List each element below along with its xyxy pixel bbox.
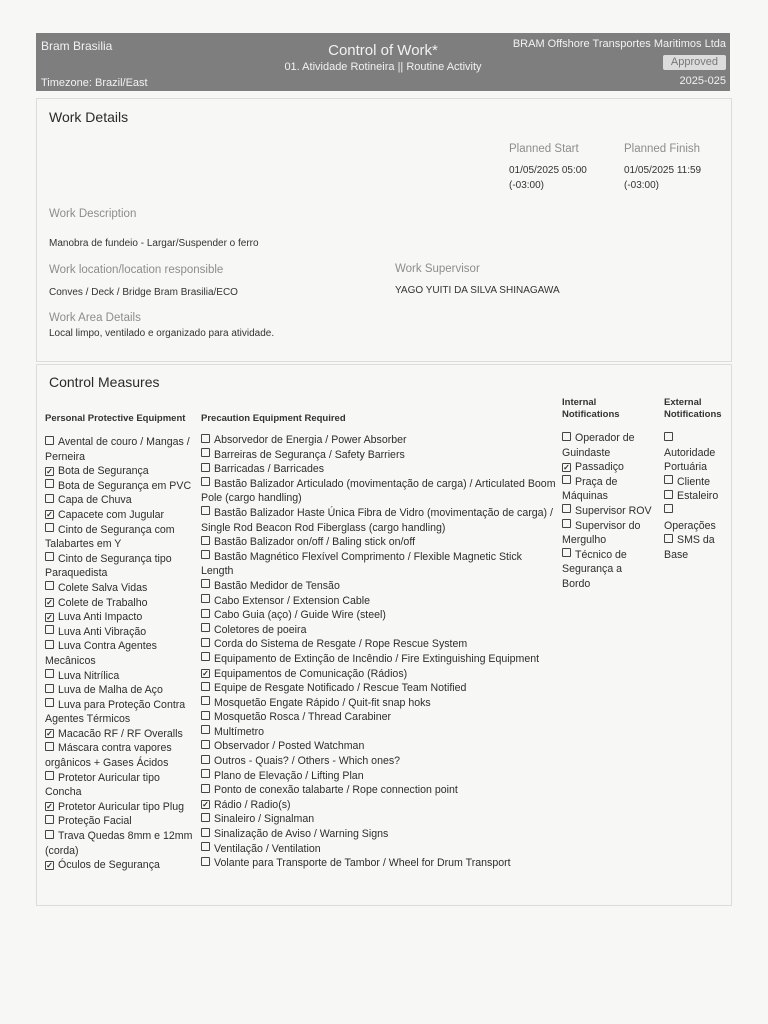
- ppe-item-label: Capa de Chuva: [58, 494, 132, 507]
- precaution-item-label: Cabo Guia (aço) / Guide Wire (steel): [214, 609, 386, 622]
- ppe-item: [45, 727, 197, 742]
- precaution-item-label: Mosquetão Engate Rápido / Quit-fit snap hoks: [214, 696, 431, 709]
- work-details-title: Work Details: [49, 109, 129, 125]
- checkbox-icon: [45, 669, 54, 678]
- precaution-item: [201, 462, 557, 477]
- checkbox-icon: [201, 784, 210, 793]
- checkbox-icon: [45, 625, 54, 634]
- checked-checkbox-icon: ✓: [202, 800, 209, 810]
- ppe-item-label: Bota de Segurança: [58, 465, 149, 478]
- precaution-header: Precaution Equipment Required: [201, 413, 346, 424]
- precaution-item-label: Equipe de Resgate Notificado / Rescue Team Notified: [214, 682, 467, 695]
- precaution-item-label: Corda do Sistema de Resgate / Rope Rescue System: [214, 638, 468, 651]
- document-code: 2025-025: [679, 75, 726, 87]
- checkbox-icon: [201, 682, 210, 691]
- internal-list: [562, 431, 652, 592]
- checked-checkbox-icon: ✓: [46, 729, 53, 739]
- precaution-item: [201, 798, 557, 813]
- precaution-item: [201, 754, 557, 769]
- precaution-item-label: Bastão Medidor de Tensão: [214, 579, 340, 592]
- checkbox-icon: [201, 609, 210, 618]
- vessel-name: Bram Brasilia: [41, 39, 113, 53]
- page-subtitle: 01. Atividade Rotineira || Routine Activity: [284, 61, 482, 73]
- ppe-list: [45, 435, 197, 873]
- ppe-item: [45, 669, 197, 684]
- precaution-item: [201, 827, 557, 842]
- checkbox-icon: [664, 534, 673, 543]
- external-notification-item-label: Estaleiro: [677, 490, 719, 503]
- precaution-item: [201, 710, 557, 725]
- precaution-item-label: Outros - Quais? / Others - Which ones?: [214, 755, 401, 768]
- planned-start-label: Planned Start: [509, 143, 579, 155]
- ppe-item-label: Luva Nitrílica: [58, 669, 120, 682]
- ppe-item-label: Avental de couro / Mangas / Perneira: [45, 436, 190, 463]
- precaution-item: [201, 506, 557, 535]
- precaution-item: [201, 579, 557, 594]
- internal-notification-item: [562, 548, 652, 592]
- ppe-item-label: Protetor Auricular tipo Concha: [45, 771, 160, 799]
- internal-notification-item: [562, 475, 652, 504]
- precaution-item: [201, 725, 557, 740]
- external-notification-item: [664, 533, 728, 562]
- checkbox-icon: [201, 755, 210, 764]
- precaution-item-label: Barricadas / Barricades: [214, 463, 325, 476]
- checked-checkbox-icon: ✓: [46, 802, 53, 812]
- precaution-item: [201, 550, 557, 579]
- checked-checkbox-icon: ✓: [46, 510, 53, 520]
- ppe-item-label: Macacão RF / RF Overalls: [58, 727, 183, 740]
- checked-checkbox-icon: ✓: [563, 462, 570, 472]
- precaution-item-label: Multímetro: [214, 725, 265, 738]
- ppe-item-label: Máscara contra vapores orgânicos + Gases Ácidos: [45, 742, 172, 770]
- precaution-item: [201, 812, 557, 827]
- ppe-item: [45, 639, 197, 668]
- work-location-label: Work location/location responsible: [49, 264, 224, 276]
- external-list: [664, 431, 728, 562]
- planned-finish-label: Planned Finish: [624, 143, 701, 155]
- checkbox-icon: [201, 434, 210, 443]
- precaution-item: [201, 842, 557, 857]
- precaution-item-label: Equipamento de Extinção de Incêndio / Fire Extinguishing Equipment: [214, 652, 540, 665]
- precaution-item: [201, 594, 557, 609]
- checkbox-icon: [45, 436, 54, 445]
- checkbox-icon: [45, 815, 54, 824]
- precaution-item-label: Cabo Extensor / Extension Cable: [214, 594, 371, 607]
- checkbox-icon: [201, 857, 210, 866]
- ppe-item-label: Trava Quedas 8mm e 12mm (corda): [45, 830, 193, 857]
- precaution-item-label: Sinaleiro / Signalman: [214, 813, 315, 826]
- checked-checkbox-icon: ✓: [46, 598, 53, 608]
- checkbox-icon: [201, 842, 210, 851]
- ppe-item-label: Colete Salva Vidas: [58, 581, 148, 594]
- ppe-item: [45, 596, 197, 611]
- precaution-item-label: Mosquetão Rosca / Thread Carabiner: [214, 711, 392, 724]
- checkbox-icon: [562, 548, 571, 557]
- precaution-item-label: Volante para Transporte de Tambor / Wheel for Drum Transport: [214, 857, 511, 870]
- timezone: Timezone: Brazil/East: [41, 77, 148, 89]
- ppe-item-label: Proteção Facial: [58, 815, 132, 828]
- checkbox-icon: [201, 506, 210, 515]
- checkbox-icon: [45, 552, 54, 561]
- external-notification-item-label: Autoridade Portuária: [664, 446, 716, 474]
- control-measures-title: Control Measures: [49, 374, 160, 390]
- internal-notification-item: [562, 519, 652, 548]
- external-notification-item: [664, 475, 728, 490]
- checkbox-icon: [664, 490, 673, 499]
- internal-notification-item-label: Passadiço: [575, 461, 624, 474]
- ppe-item: [45, 493, 197, 508]
- ppe-item-label: Bota de Segurança em PVC: [58, 479, 192, 492]
- internal-header: Internal Notifications: [562, 397, 620, 420]
- ppe-item: [45, 814, 197, 829]
- precaution-item-label: Bastão Balizador on/off / Baling stick on/off: [214, 536, 416, 549]
- status-badge: Approved: [663, 55, 726, 70]
- precaution-item: [201, 856, 557, 871]
- checkbox-icon: [201, 623, 210, 632]
- ppe-item: [45, 625, 197, 640]
- page-title: Control of Work*: [328, 42, 438, 59]
- precaution-item: [201, 535, 557, 550]
- precaution-item: [201, 769, 557, 784]
- ppe-item-label: Luva Contra Agentes Mecânicos: [45, 640, 157, 667]
- checkbox-icon: [201, 725, 210, 734]
- checkbox-icon: [201, 638, 210, 647]
- checkbox-icon: [45, 771, 54, 780]
- precaution-item: [201, 696, 557, 711]
- internal-notification-item-label: Supervisor do Mergulho: [562, 519, 641, 547]
- checkbox-icon: [201, 550, 210, 559]
- precaution-item-label: Coletores de poeira: [214, 623, 307, 636]
- external-header: External Notifications: [664, 397, 722, 420]
- precaution-item-label: Bastão Balizador Articulado (movimentação de carga) / Articulated Boom Pole (cargo handling): [201, 477, 556, 505]
- ppe-item: [45, 683, 197, 698]
- ppe-item-label: Cinto de Segurança tipo Paraquedista: [45, 552, 172, 580]
- precaution-item-label: Absorvedor de Energia / Power Absorber: [214, 434, 407, 446]
- external-notification-item: [664, 431, 728, 475]
- precaution-item-label: Bastão Balizador Haste Única Fibra de Vidro (movimentação de carga) / Single Rod Beacon Rod Fiberglass (cargo handling): [201, 506, 553, 534]
- ppe-item: [45, 479, 197, 494]
- checkbox-icon: [664, 432, 673, 441]
- precaution-item: [201, 681, 557, 696]
- ppe-item-label: Capacete com Jugular: [58, 508, 164, 521]
- precaution-item-label: Sinalização de Aviso / Warning Signs: [214, 828, 389, 841]
- precaution-item: [201, 739, 557, 754]
- checkbox-icon: [201, 594, 210, 603]
- checked-checkbox-icon: ✓: [46, 466, 53, 476]
- ppe-item: [45, 508, 197, 523]
- ppe-item: [45, 741, 197, 770]
- ppe-item-label: Colete de Trabalho: [58, 596, 148, 609]
- ppe-header: Personal Protective Equipment: [45, 413, 186, 424]
- internal-notification-item-label: Supervisor ROV: [575, 504, 652, 517]
- checkbox-icon: [562, 519, 571, 528]
- precaution-item-label: Bastão Magnético Flexível Comprimento / Flexible Magnetic Stick Length: [201, 550, 522, 578]
- checkbox-icon: [45, 581, 54, 590]
- work-details-card: [36, 98, 732, 362]
- ppe-item-label: Cinto de Segurança com Talabartes em Y: [45, 523, 175, 551]
- ppe-item-label: Luva para Proteção Contra Agentes Térmicos: [45, 698, 186, 726]
- work-location-value: Conves / Deck / Bridge Bram Brasilia/ECO: [49, 287, 238, 298]
- ppe-item: [45, 464, 197, 479]
- checkbox-icon: [45, 698, 54, 707]
- work-description-value: Manobra de fundeio - Largar/Suspender o ferro: [49, 238, 259, 249]
- checkbox-icon: [201, 769, 210, 778]
- checkbox-icon: [201, 828, 210, 837]
- external-notification-item-label: Cliente: [677, 475, 710, 488]
- precaution-item-label: Ventilação / Ventilation: [214, 842, 321, 855]
- checked-checkbox-icon: ✓: [46, 612, 53, 622]
- ppe-item-label: Luva Anti Impacto: [58, 611, 143, 624]
- checkbox-icon: [201, 711, 210, 720]
- checkbox-icon: [201, 536, 210, 545]
- checkbox-icon: [45, 479, 54, 488]
- ppe-item: [45, 800, 197, 815]
- checkbox-icon: [201, 696, 210, 705]
- precaution-item: [201, 448, 557, 463]
- checkbox-icon: [562, 432, 571, 441]
- company-name: BRAM Offshore Transportes Maritimos Ltda: [512, 38, 726, 50]
- precaution-item: [201, 783, 557, 798]
- checkbox-icon: [45, 742, 54, 751]
- precaution-list: [201, 433, 557, 871]
- external-notification-item: [664, 489, 728, 504]
- checkbox-icon: [562, 475, 571, 484]
- precaution-item: [201, 433, 557, 448]
- precaution-item: [201, 608, 557, 623]
- precaution-item: [201, 652, 557, 667]
- checkbox-icon: [201, 448, 210, 457]
- ppe-item-label: Óculos de Segurança: [58, 859, 160, 872]
- work-description-label: Work Description: [49, 208, 137, 220]
- ppe-item: [45, 771, 197, 800]
- ppe-item: [45, 858, 197, 873]
- precaution-item-label: Rádio / Radio(s): [214, 798, 291, 811]
- checkbox-icon: [201, 477, 210, 486]
- ppe-item-label: Luva Anti Vibração: [58, 625, 147, 638]
- precaution-item: [201, 637, 557, 652]
- checkbox-icon: [562, 504, 571, 513]
- precaution-item-label: Barreiras de Segurança / Safety Barriers: [214, 448, 405, 461]
- work-area-label: Work Area Details: [49, 312, 141, 324]
- precaution-item-label: Plano de Elevação / Lifting Plan: [214, 769, 364, 782]
- checkbox-icon: [201, 813, 210, 822]
- checkbox-icon: [201, 579, 210, 588]
- planned-finish-value: 01/05/2025 11:59: [624, 165, 702, 176]
- ppe-item: [45, 552, 197, 581]
- ppe-item: [45, 581, 197, 596]
- checkbox-icon: [201, 740, 210, 749]
- checked-checkbox-icon: ✓: [46, 860, 53, 870]
- precaution-item: [201, 477, 557, 506]
- checked-checkbox-icon: ✓: [202, 669, 209, 678]
- checkbox-icon: [45, 830, 54, 839]
- precaution-item-label: Ponto de conexão talabarte / Rope connection point: [214, 784, 458, 797]
- ppe-item: [45, 435, 197, 464]
- internal-notification-item: [562, 504, 652, 519]
- internal-notification-item-label: Técnico de Segurança a Bordo: [562, 548, 627, 590]
- ppe-item: [45, 698, 197, 727]
- ppe-item-label: Luva de Malha de Aço: [58, 684, 163, 697]
- work-supervisor-label: Work Supervisor: [395, 263, 480, 275]
- internal-notification-item: [562, 431, 652, 460]
- ppe-item-label: Protetor Auricular tipo Plug: [58, 800, 185, 813]
- internal-notification-item: [562, 460, 652, 475]
- checkbox-icon: [664, 475, 673, 484]
- checkbox-icon: [45, 523, 54, 532]
- checkbox-icon: [45, 494, 54, 503]
- precaution-item-label: Equipamentos de Comunicação (Rádios): [214, 667, 408, 680]
- external-notification-item: [664, 504, 728, 533]
- checkbox-icon: [664, 504, 673, 513]
- checkbox-icon: [45, 640, 54, 649]
- precaution-item: [201, 667, 557, 682]
- internal-notification-item-label: Praça de Máquinas: [562, 475, 618, 503]
- work-supervisor-value: YAGO YUITI DA SILVA SHINAGAWA: [395, 285, 560, 296]
- precaution-item-label: Observador / Posted Watchman: [214, 740, 365, 753]
- planned-finish-tz: (-03:00): [624, 180, 660, 191]
- ppe-item: [45, 829, 197, 858]
- planned-start-tz: (-03:00): [509, 180, 545, 191]
- control-measures-card: [36, 364, 732, 906]
- work-area-value: Local limpo, ventilado e organizado para atividade.: [49, 328, 275, 339]
- checkbox-icon: [45, 684, 54, 693]
- internal-notification-item-label: Operador de Guindaste: [562, 432, 635, 459]
- precaution-item: [201, 623, 557, 638]
- ppe-item: [45, 610, 197, 625]
- header-bar: [36, 33, 730, 91]
- checkbox-icon: [201, 652, 210, 661]
- external-notification-item-label: SMS da Base: [664, 534, 715, 561]
- checkbox-icon: [201, 463, 210, 472]
- external-notification-item-label: Operações: [664, 519, 716, 532]
- ppe-item: [45, 523, 197, 552]
- planned-start-value: 01/05/2025 05:00: [509, 165, 587, 176]
